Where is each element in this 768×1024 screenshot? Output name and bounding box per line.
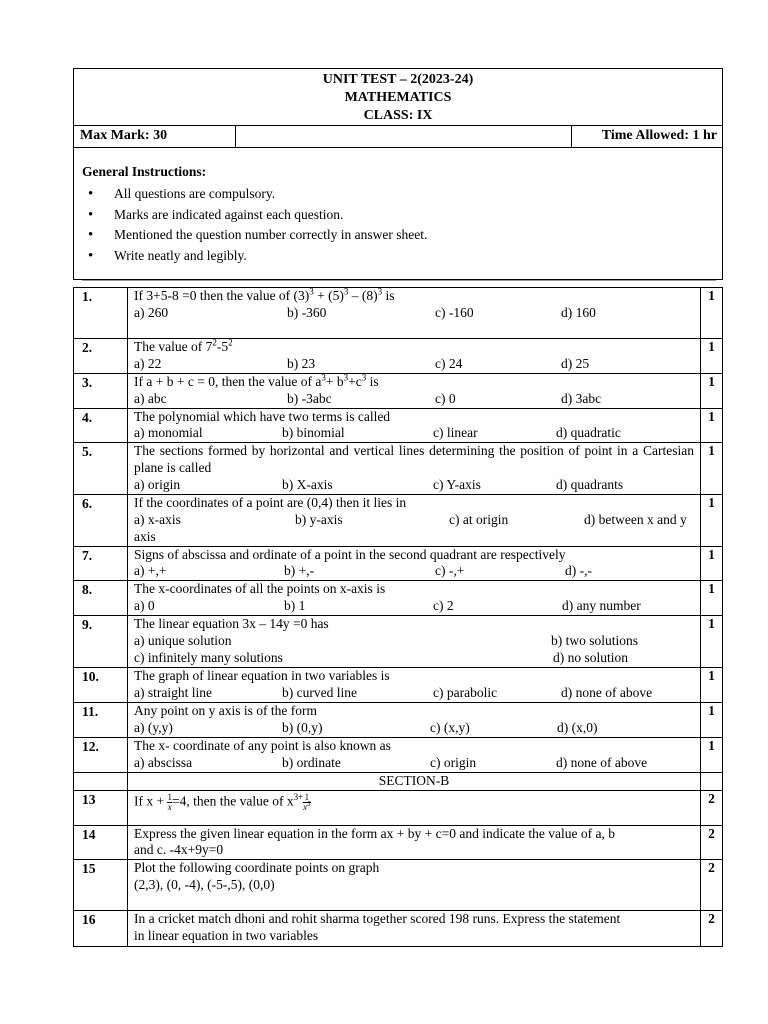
- option: a) abc: [134, 390, 167, 406]
- question-text: The sections formed by horizontal and vertical lines determining the position of point in a Cartesian plane is called a) origin b) X-axis c) Y-axis d) quadrants: [128, 443, 701, 495]
- question-mark: 1: [701, 339, 723, 374]
- instructions-title: General Instructions:: [82, 164, 207, 179]
- question-row: [74, 616, 723, 668]
- options: [134, 633, 694, 650]
- question-text: In a cricket match dhoni and rohit sharma together scored 198 runs. Express the statement in linear equation in two variables: [128, 911, 701, 947]
- question-number: 16: [74, 911, 128, 947]
- question-row: [74, 825, 723, 860]
- question-text: If 3+5-8 =0 then the value of $(3)^3 + (5)^3 - (8)^3$ is a) 260 b) -360 c) -160 d) 160: [128, 288, 701, 339]
- option: d) (x,0): [557, 719, 598, 735]
- question-mark: 2: [701, 790, 723, 825]
- question-row: [74, 339, 723, 374]
- option: a) 22: [134, 355, 162, 371]
- option: a) 260: [134, 304, 169, 320]
- option: c) linear: [433, 425, 478, 441]
- option: b) two solutions: [551, 632, 639, 648]
- question-number: 10.: [74, 668, 128, 703]
- question-text: Any point on y axis is of the form a) (y,y) b) (0,y) c) (x,y) d) (x,0): [128, 702, 701, 737]
- option: b) -3abc: [287, 390, 332, 406]
- section-b-label: SECTION-B: [128, 772, 701, 790]
- question-row: [74, 288, 723, 339]
- option: d) none of above: [561, 684, 653, 700]
- exam-header: [73, 68, 723, 126]
- exam-class: CLASS: IX: [363, 108, 433, 123]
- option: c) 0: [435, 390, 456, 406]
- option: a) straight line: [134, 684, 212, 700]
- question-row: [74, 443, 723, 495]
- general-instructions: [73, 148, 723, 280]
- question-number: 11.: [74, 702, 128, 737]
- option: a) unique solution: [134, 632, 232, 648]
- question-row: [74, 668, 723, 703]
- question-row: [74, 911, 723, 947]
- option: c) 24: [435, 355, 463, 371]
- option: b) curved line: [282, 684, 357, 700]
- question-number: 15: [74, 860, 128, 911]
- exam-title: UNIT TEST – 2(2023-24): [322, 72, 474, 87]
- question-text: Plot the following coordinate points on graph (2,3), (0, -4), (-5-,5), (0,0): [128, 860, 701, 911]
- option: b) (0,y): [282, 719, 323, 735]
- option: c) parabolic: [433, 684, 498, 700]
- question-mark: 1: [701, 581, 723, 616]
- option: d) -,-: [565, 563, 592, 579]
- option: c) -,+: [435, 563, 465, 579]
- question-number: 4.: [74, 408, 128, 443]
- max-mark: Max Mark: 30: [74, 126, 236, 147]
- question-mark: 2: [701, 911, 723, 947]
- option: d) none of above: [556, 754, 648, 770]
- option: c) Y-axis: [433, 476, 481, 492]
- section-spacer: [74, 772, 128, 790]
- exam-meta-row: [73, 126, 723, 148]
- question-mark: 1: [701, 288, 723, 339]
- question-mark: 2: [701, 825, 723, 860]
- question-number: 13: [74, 790, 128, 825]
- question-row: [74, 546, 723, 581]
- question-row: [74, 702, 723, 737]
- options: [134, 650, 694, 667]
- options: [134, 563, 694, 580]
- option: b) -360: [287, 304, 327, 320]
- option: d) between x and y: [584, 511, 687, 527]
- question-text: Signs of abscissa and ordinate of a point in the second quadrant are respectively a) +,+ b) +,- c) -,+ d) -,-: [128, 546, 701, 581]
- question-row: [74, 581, 723, 616]
- question-mark: 1: [701, 408, 723, 443]
- question-text: If the coordinates of a point are (0,4) then it lies in a) x-axis b) y-axis c) at origin d) between x and y axis: [128, 494, 701, 546]
- question-text: The linear equation 3x – 14y =0 has a) unique solution b) two solutions c) infinitely many solutions d) no solution: [128, 616, 701, 668]
- option: a) 0: [134, 598, 155, 614]
- option: d) 160: [561, 304, 596, 320]
- options: [134, 356, 694, 373]
- fraction: $\frac{1}{x}$: [167, 791, 172, 812]
- question-text: The polynomial which have two terms is called a) monomial b) binomial c) linear d) quadratic: [128, 408, 701, 443]
- option: d) 3abc: [561, 390, 602, 406]
- instruction-item: • All questions are compulsory.: [114, 184, 722, 205]
- section-row: [74, 772, 723, 790]
- exam-subject: MATHEMATICS: [344, 90, 452, 105]
- question-row: [74, 373, 723, 408]
- divider: [82, 280, 716, 281]
- question-number: 9.: [74, 616, 128, 668]
- option: b) +,-: [284, 563, 315, 579]
- options: [134, 477, 694, 494]
- meta-spacer: [236, 126, 572, 147]
- question-number: 6.: [74, 494, 128, 546]
- question-number: 5.: [74, 443, 128, 495]
- question-row: [74, 494, 723, 546]
- instruction-item: • Write neatly and legibly.: [114, 246, 722, 267]
- question-text: The x- coordinate of any point is also known as a) abscissa b) ordinate c) origin d) none of above: [128, 737, 701, 772]
- question-row: [74, 737, 723, 772]
- option: b) 1: [284, 598, 306, 614]
- question-number: 1.: [74, 288, 128, 339]
- option: a) monomial: [134, 425, 203, 441]
- question-mark: 1: [701, 702, 723, 737]
- option: b) X-axis: [282, 476, 333, 492]
- options: [134, 598, 694, 615]
- options: [134, 512, 694, 529]
- question-mark: 1: [701, 737, 723, 772]
- fraction: $\frac{1}{x^3}$: [303, 791, 311, 812]
- option: c) origin: [430, 754, 477, 770]
- question-number: 7.: [74, 546, 128, 581]
- question-mark: 1: [701, 494, 723, 546]
- options: [134, 425, 694, 442]
- question-text: If x + $\frac{1}{x}=4$, then the value of $x^{3+}$ $\frac{1}{x^3}$: [128, 790, 701, 825]
- options: [134, 720, 694, 737]
- option: d) quadratic: [556, 425, 621, 441]
- question-mark: 1: [701, 546, 723, 581]
- option: c) 2: [433, 598, 454, 614]
- questions-table: [73, 287, 723, 947]
- options: [134, 391, 694, 408]
- option: a) (y,y): [134, 719, 173, 735]
- option: a) origin: [134, 476, 181, 492]
- instructions-list: [82, 184, 722, 266]
- question-mark: 1: [701, 373, 723, 408]
- instruction-item: • Mentioned the question number correctly in answer sheet.: [114, 225, 722, 246]
- question-mark: 1: [701, 616, 723, 668]
- options: [134, 305, 694, 322]
- option-continued: axis: [134, 528, 156, 544]
- option: d) any number: [562, 598, 641, 614]
- question-number: 8.: [74, 581, 128, 616]
- instruction-item: • Marks are indicated against each question.: [114, 205, 722, 226]
- option: b) y-axis: [295, 511, 343, 527]
- question-text: The x-coordinates of all the points on x-axis is a) 0 b) 1 c) 2 d) any number: [128, 581, 701, 616]
- question-mark: 1: [701, 668, 723, 703]
- question-text: The graph of linear equation in two variables is a) straight line b) curved line c) parabolic d) none of above: [128, 668, 701, 703]
- option: c) (x,y): [430, 719, 470, 735]
- option: d) no solution: [553, 649, 629, 665]
- option: b) binomial: [282, 425, 345, 441]
- question-text: Express the given linear equation in the form ax + by + c=0 and indicate the value of a, b and c. -4x+9y=0: [128, 825, 701, 860]
- question-text: The value of $7^2-5^2$ a) 22 b) 23 c) 24 d) 25: [128, 339, 701, 374]
- question-number: 14: [74, 825, 128, 860]
- option: c) infinitely many solutions: [134, 649, 283, 665]
- option: a) +,+: [134, 563, 167, 579]
- option: c) -160: [435, 304, 474, 320]
- question-number: 2.: [74, 339, 128, 374]
- option: d) 25: [561, 355, 590, 371]
- option: d) quadrants: [556, 476, 624, 492]
- option: c) at origin: [449, 511, 509, 527]
- question-row: [74, 860, 723, 911]
- question-row: [74, 408, 723, 443]
- question-number: 12.: [74, 737, 128, 772]
- question-row: [74, 790, 723, 825]
- exam-paper: [73, 68, 723, 280]
- option: a) x-axis: [134, 511, 181, 527]
- option: a) abscissa: [134, 754, 193, 770]
- option: b) ordinate: [282, 754, 341, 770]
- options: [134, 685, 694, 702]
- question-number: 3.: [74, 373, 128, 408]
- question-mark: 1: [701, 443, 723, 495]
- question-mark: 2: [701, 860, 723, 911]
- section-spacer: [701, 772, 723, 790]
- option: b) 23: [287, 355, 316, 371]
- time-allowed: Time Allowed: 1 hr: [601, 128, 717, 143]
- options: [134, 755, 694, 772]
- question-text: If a + b + c = 0, then the value of $a^3+ b^3+c^3$ is a) abc b) -3abc c) 0 d) 3abc: [128, 373, 701, 408]
